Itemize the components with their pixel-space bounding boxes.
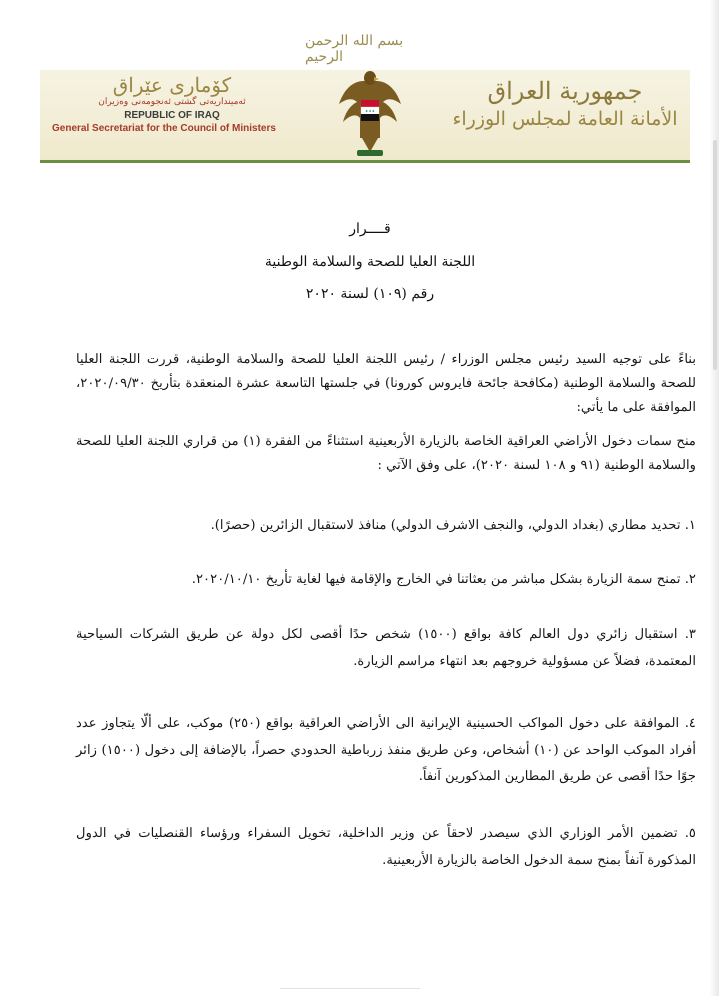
letterhead-banner: [40, 70, 690, 163]
basmala: بسم الله الرحمن الرحيم: [305, 33, 404, 65]
svg-text:✦✦✦: ✦✦✦: [364, 108, 376, 114]
letterhead-left: [52, 74, 292, 156]
eagle-emblem-icon: [335, 68, 405, 160]
intro-paragraph: بناءً على توجيه السيد رئيس مجلس الوزراء / رئيس اللجنة العليا للصحة والسلامة الوطنية، قررت اللجنة العليا للصحة والسلامة الوطنية (مكافحة جائحة فايروس كورونا) في جلستها التاسعة عشرة المنعقدة بتأريخ ٢٠٢٠/٠٩/٣٠، الموافقة على ما يأتي:: [76, 352, 696, 415]
committee-name: اللجنة العليا للصحة والسلامة الوطنية: [264, 254, 476, 270]
list-item: ٢. تمنح سمة الزيارة بشكل مباشر من بعثاتنا في الخارج والإقامة فيها لغاية تأريخ ٢٠٢٠/١٠/١٠.: [191, 572, 696, 587]
arabic-secretariat: الأمانة العامة لمجلس الوزراء: [452, 108, 678, 130]
letterhead-right: [450, 76, 680, 156]
english-secretariat: General Secretariat for the Council of Ministers: [52, 123, 276, 134]
decision-number: رقم (١٠٩) لسنة ٢٠٢٠: [305, 286, 435, 302]
list-item: ٣. استقبال زائري دول العالم كافة بواقع (١٥٠٠) شخص حدًا أقصى لكل دولة عن طريق الشركات السياحية المعتمدة، فضلاً عن مسؤولية خروجهم بعد انتهاء مراسم الزيارة.: [76, 627, 696, 669]
english-republic: REPUBLIC OF IRAQ: [124, 110, 220, 121]
list-item: ٤. الموافقة على دخول المواكب الحسينية الإيرانية الى الأراضي العراقية بواقع (٢٥٠) موكب، على ألّا يتجاوز عدد أفراد الموكب الواحد عن (١٠) أشخاص، وعن طريق منفذ زرباطية الحدودي حصراً، بالإضافة إلى دخول (١٥٠٠) زائر جوًا حدًا أقصى عن طريق المطارين المذكورين آنفاً.: [76, 716, 696, 784]
arabic-republic: جمهورية العراق: [487, 77, 643, 105]
kurdish-subtitle: ئه‌مینداریه‌تی گشتی ئه‌نجومه‌نی وه‌زیران: [98, 97, 246, 107]
scrollbar[interactable]: [713, 140, 717, 370]
list-item: ١. تحديد مطاري (بغداد الدولي، والنجف الاشرف الدولي) منافذ لاستقبال الزائرين (حصرًا).: [210, 518, 696, 533]
decision-heading: قــــرار: [349, 221, 391, 237]
list-item: ٥. تضمين الأمر الوزاري الذي سيصدر لاحقاً عن وزير الداخلية، تخويل السفراء ورؤساء القنصليات في الدول المذكورة آنفاً بمنح سمة الدخول الخاصة بالزيارة الأربعينية.: [76, 826, 696, 868]
decision-paragraph: منح سمات دخول الأراضي العراقية الخاصة بالزيارة الأربعينية استثناءً من الفقرة (١) من قراري اللجنة العليا للصحة والسلامة الوطنية (٩١ و ١٠٨ لسنة ٢٠٢٠)، على وفق الآتي :: [76, 434, 696, 473]
kurdish-title: كۆماری عێراق: [112, 73, 232, 97]
footer-divider: [280, 988, 420, 989]
